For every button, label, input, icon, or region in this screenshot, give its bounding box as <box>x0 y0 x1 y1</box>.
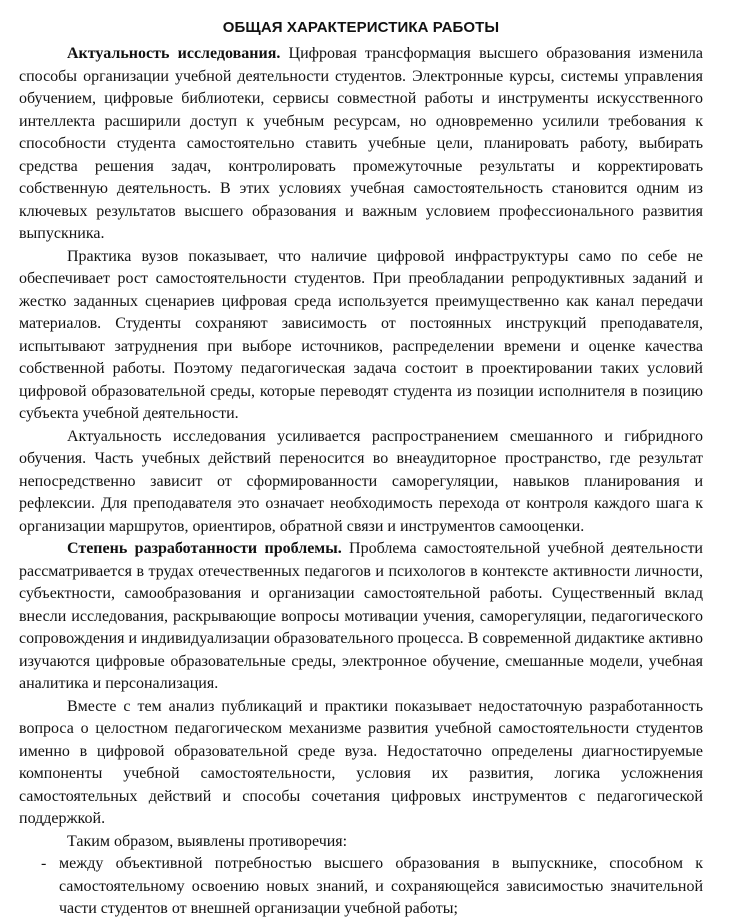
paragraph-lead: Актуальность исследования. <box>67 45 281 62</box>
paragraph-text: Практика вузов показывает, что наличие цифровой инфраструктуры само по себе не обеспечивает рост самостоятельности студентов. При преобладании репродуктивных заданий и жестко заданных сценариев цифровая среда используется преимущественно как канал передачи материалов. Студенты сохраняют зависимость от постоянных инструкций преподавателя, испытывают затруднения при выборе источников, распределении времени и оценке качества собственной работы. Поэтому педагогическая задача состоит в проектировании таких условий цифровой образовательной среды, которые переводят студента из позиции исполнителя в позицию субъекта учебной деятельности. <box>19 247 703 422</box>
contradictions-list <box>19 853 703 921</box>
paragraph-contradictions-intro <box>19 831 703 854</box>
paragraph-text: Актуальность исследования усиливается распространением смешанного и гибридного обучения. Часть учебных действий переносится во внеаудиторное пространство, где результат непосредственно зависит от сформированности саморегуляции, навыков планирования и рефлексии. Для преподавателя это означает необходимость перехода от контроля каждого шага к организации маршрутов, ориентиров, обратной связи и инструментов самооценки. <box>19 427 703 535</box>
paragraph-degree-of-development <box>19 538 703 696</box>
list-marker: - <box>41 855 47 872</box>
paragraph-text: Цифровая трансформация высшего образования изменила способы организации учебной деятельности студентов. Электронные курсы, системы управления обучением, цифровые библиотеки, сервисы совместной работы и инструменты искусственного интеллекта расширили доступ к учебным ресурсам, но одновременно усилили требования к способности студента самостоятельно ставить учебные цели, планировать работу, выбирать средства решения задач, контролировать промежуточные результаты и корректировать собственную деятельность. В этих условиях учебная самостоятельность становится одним из ключевых результатов высшего образования и важным условием профессионального развития выпускника. <box>19 45 703 242</box>
paragraph-text: Вместе с тем анализ публикаций и практики показывает недостаточную разработанность вопроса о целостном педагогическом механизме развития учебной самостоятельности студентов именно в цифровой образовательной среде вуза. Недостаточно определены диагностируемые компоненты учебной самостоятельности, условия их развития, логика усложнения самостоятельных действий и способы сочетания цифровых инструментов с педагогической поддержкой. <box>19 697 703 827</box>
paragraph-insufficient-development <box>19 696 703 831</box>
paragraph-blended-learning <box>19 426 703 539</box>
list-item <box>19 853 703 921</box>
paragraph-text: Проблема самостоятельной учебной деятельности рассматривается в трудах отечественных педагогов и психологов в контексте активности личности, субъектности, самообразования и организации самостоятельной работы. Существенный вклад внесли исследования, раскрывающие вопросы мотивации учения, саморегуляции, педагогического сопровождения и индивидуализации образовательного процесса. В современной дидактике активно изучаются цифровые образовательные среды, электронное обучение, смешанные модели, учебная аналитика и персонализация. <box>19 540 703 692</box>
document-title: ОБЩАЯ ХАРАКТЕРИСТИКА РАБОТЫ <box>222 19 500 36</box>
list-item-text: между объективной потребностью высшего образования в выпускнике, способном к самостоятельному освоению новых знаний, и сохраняющейся зависимостью значительной части студентов от внешней организации учебной работы; <box>59 855 703 917</box>
document-page <box>19 18 703 921</box>
paragraph-lead: Степень разработанности проблемы. <box>67 540 342 557</box>
paragraph-university-practice <box>19 246 703 426</box>
paragraph-relevance <box>19 43 703 246</box>
paragraph-text: Таким образом, выявлены противоречия: <box>67 832 348 850</box>
